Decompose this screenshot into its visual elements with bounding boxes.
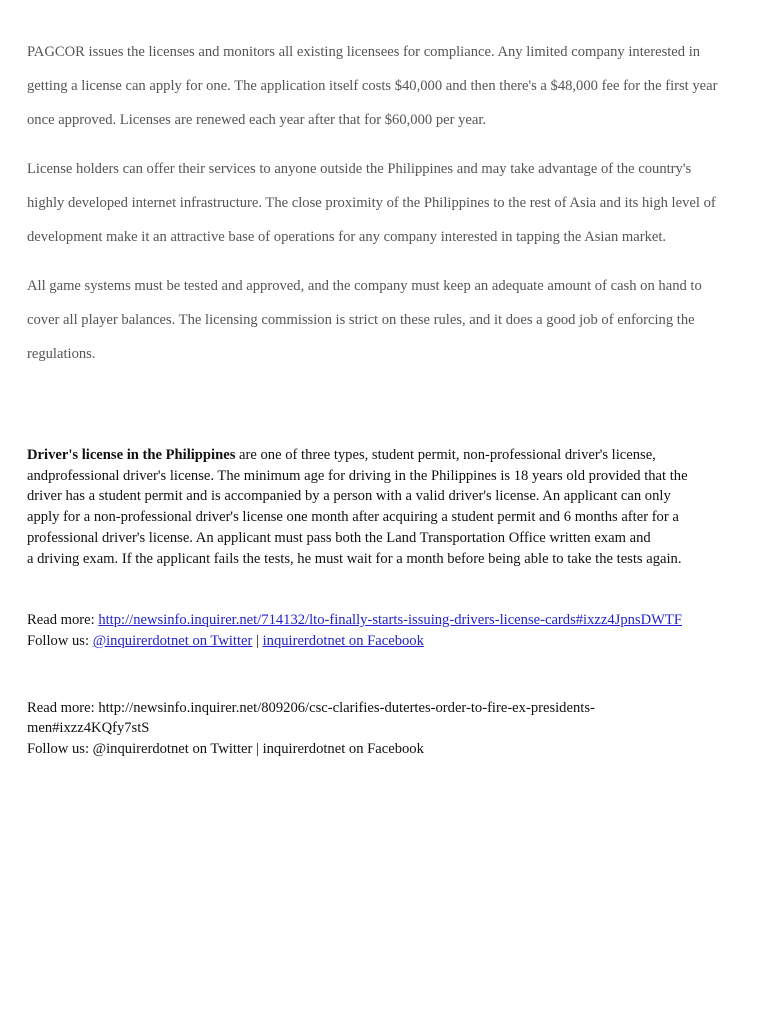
read-more-block-1 xyxy=(27,610,727,651)
paragraph-license-holders: License holders can offer their services to anyone outside the Philippines and may take advantage of the country's highly developed internet infrastructure. The close proximity of the Philippines to the rest of Asia and its high level of development make it an attractive base of operations for any company interested in tapping the Asian market. xyxy=(27,161,716,245)
read-more-link[interactable]: http://newsinfo.inquirer.net/714132/lto-finally-starts-issuing-drivers-license-cards#ixzz4JpnsDWTF xyxy=(98,612,682,629)
document-page xyxy=(27,0,727,760)
read-more-block-2 xyxy=(27,698,727,760)
link-separator: | xyxy=(252,632,263,649)
follow-us-2-line: Follow us: @inquirerdotnet on Twitter | inquirerdotnet on Facebook xyxy=(27,741,424,758)
paragraph-drivers-license xyxy=(27,445,727,569)
twitter-link[interactable]: @inquirerdotnet on Twitter xyxy=(92,632,253,649)
drivers-line-5: professional driver's license. An applicant must pass both the Land Transportation Office written exam and xyxy=(27,529,651,546)
paragraph-game-systems: All game systems must be tested and approved, and the company must keep an adequate amount of cash on hand to cover all player balances. The licensing commission is strict on these rules, and it does a good job of enforcing the regulations. xyxy=(27,278,702,362)
paragraph-pagcor-licenses: PAGCOR issues the licenses and monitors all existing licensees for compliance. Any limited company interested in getting a license can apply for one. The application itself costs $40,000 and then there's a $48,000 fee for the first year once approved. Licenses are renewed each year after that for $60,000 per year. xyxy=(27,44,718,128)
drivers-license-heading: Driver's license in the Philippines xyxy=(27,447,236,463)
read-more-2-line-1: Read more: http://newsinfo.inquirer.net/809206/csc-clarifies-dutertes-order-to-fire-ex-presidents- xyxy=(27,699,595,716)
follow-us-label: Follow us: xyxy=(27,632,93,649)
facebook-link[interactable]: inquirerdotnet on Facebook xyxy=(262,632,424,649)
drivers-line-1: are one of three types, student permit, non-professional driver's license, xyxy=(235,447,656,463)
drivers-line-2: andprofessional driver's license. The minimum age for driving in the Philippines is 18 years old provided that the xyxy=(27,467,688,484)
drivers-line-4: apply for a non-professional driver's license one month after acquiring a student permit and 6 months after for a xyxy=(27,509,679,526)
read-more-label: Read more: xyxy=(27,612,99,629)
drivers-line-6: a driving exam. If the applicant fails the tests, he must wait for a month before being able to take the tests again. xyxy=(27,550,682,567)
drivers-line-3: driver has a student permit and is accompanied by a person with a valid driver's license. An applicant can only xyxy=(27,488,671,505)
read-more-2-line-2: men#ixzz4KQfy7stS xyxy=(27,720,150,737)
